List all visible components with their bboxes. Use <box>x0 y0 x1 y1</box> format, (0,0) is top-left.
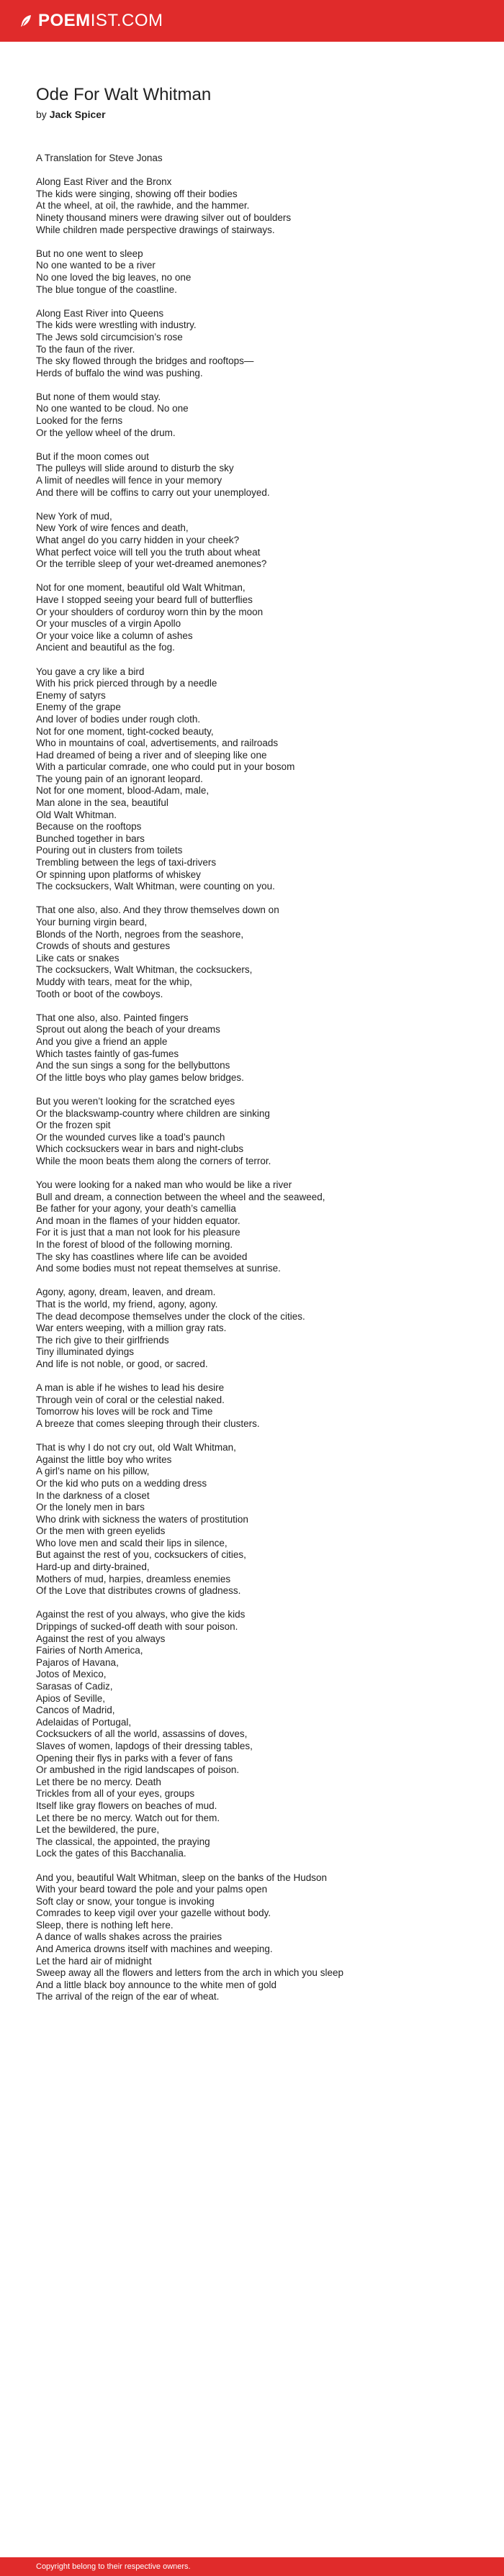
poem-line: With his prick pierced through by a needle <box>36 678 217 689</box>
poem-stanza <box>36 1012 482 1084</box>
poem-line: Let there be no mercy. Watch out for them. <box>36 1812 220 1823</box>
poem-line: Lock the gates of this Bacchanalia. <box>36 1848 186 1859</box>
poem-line: Slaves of women, lapdogs of their dressing tables, <box>36 1740 253 1751</box>
poem-line: And lover of bodies under rough cloth. <box>36 713 201 725</box>
poem-line: Against the rest of you always <box>36 1633 166 1644</box>
poem-line: Muddy with tears, meat for the whip, <box>36 976 192 987</box>
poem-line: Looked for the ferns <box>36 415 123 427</box>
poem-line: The cocksuckers, Walt Whitman, were counting on you. <box>36 881 275 892</box>
poem-line: And a little black boy announce to the white men of gold <box>36 1979 276 1990</box>
poem-line: The kids were wrestling with industry. <box>36 319 197 331</box>
poem-line: New York of mud, <box>36 510 112 522</box>
poem-line: Your burning virgin beard, <box>36 917 148 928</box>
poem-line: The kids were singing, showing off their bodies <box>36 188 238 199</box>
byline-prefix: by <box>36 109 47 120</box>
poem-line: The arrival of the reign of the ear of wheat. <box>36 1991 220 2003</box>
poem-line: Along East River and the Bronx <box>36 176 172 188</box>
poem-line: Hard-up and dirty-brained, <box>36 1561 150 1573</box>
poem-line: Be father for your agony, your death’s camellia <box>36 1203 236 1215</box>
poem-line: Tiny illuminated dyings <box>36 1346 135 1358</box>
poem-line: And you give a friend an apple <box>36 1035 168 1047</box>
poem-line: Or the frozen spit <box>36 1120 111 1131</box>
poem-line: Tooth or boot of the cowboys. <box>36 988 163 999</box>
poem-stanza <box>36 1382 482 1430</box>
poem-line: A Translation for Steve Jonas <box>36 153 163 163</box>
poem-line: The blue tongue of the coastline. <box>36 284 177 295</box>
poem-line: Not for one moment, beautiful old Walt Whitman, <box>36 582 246 594</box>
copyright-text: Copyright belong to their respective owners. <box>36 2562 191 2571</box>
poem-stanza <box>36 248 482 296</box>
poem-line: Opening their flys in parks with a fever of fans <box>36 1752 233 1764</box>
poem-line: And there will be coffins to carry out your unemployed. <box>36 486 270 498</box>
poem-line: But if the moon comes out <box>36 450 149 462</box>
poem-line: Fairies of North America, <box>36 1645 143 1656</box>
poem-line: Along East River into Queens <box>36 307 164 319</box>
poem-line: That is why I do not cry out, old Walt Whitman, <box>36 1442 236 1453</box>
poem-line: Soft clay or snow, your tongue is invoking <box>36 1895 215 1907</box>
poem-stanza <box>36 1287 482 1370</box>
poem-line: And moan in the flames of your hidden equator. <box>36 1215 240 1226</box>
poem-line: You gave a cry like a bird <box>36 666 145 677</box>
poem-line: Ancient and beautiful as the fog. <box>36 642 175 653</box>
poem-line: The rich give to their girlfriends <box>36 1334 169 1346</box>
poem-line: Crowds of shouts and gestures <box>36 940 171 952</box>
poem-stanza <box>36 1442 482 1597</box>
poem-line: Bunched together in bars <box>36 833 145 844</box>
poem-line: Against the little boy who writes <box>36 1453 172 1465</box>
poem-line: War enters weeping, with a million gray rats. <box>36 1323 227 1334</box>
poem-stanza <box>36 308 482 380</box>
poem-line: Or the men with green eyelids <box>36 1525 166 1537</box>
poem-line: Cancos of Madrid, <box>36 1705 115 1716</box>
poem-line: The Jews sold circumcision’s rose <box>36 331 183 343</box>
poem-line: To the faun of the river. <box>36 343 135 355</box>
poem-stanza <box>36 153 482 165</box>
poem-line: Enemy of the grape <box>36 702 121 713</box>
poem-stanza <box>36 904 482 1000</box>
poem-line: While the moon beats them along the corners of terror. <box>36 1155 271 1166</box>
poem-line: In the darkness of a closet <box>36 1489 150 1501</box>
site-footer <box>0 2557 504 2576</box>
poem-line: Which cocksuckers wear in bars and night-clubs <box>36 1143 244 1155</box>
poem-line: No one wanted to be a river <box>36 260 156 271</box>
poem-line: Of the little boys who play games below bridges. <box>36 1071 244 1083</box>
poem-line: No one loved the big leaves, no one <box>36 271 192 283</box>
poem-line: Mothers of mud, harpies, dreamless enemies <box>36 1573 231 1584</box>
poem-stanza <box>36 1179 482 1275</box>
poem-line: The sky has coastlines where life can be avoided <box>36 1251 248 1262</box>
poem-line: No one wanted to be cloud. No one <box>36 403 189 414</box>
poem-stanza <box>36 391 482 439</box>
poem-content <box>36 85 482 2015</box>
poem-line: But against the rest of you, cocksuckers of cities, <box>36 1549 246 1561</box>
poem-stanza <box>36 1609 482 1859</box>
poem-body <box>36 153 482 2003</box>
poem-line: Let there be no mercy. Death <box>36 1776 161 1787</box>
poem-line: Cocksuckers of all the world, assassins of doves, <box>36 1728 248 1740</box>
poem-line: And the sun sings a song for the bellybuttons <box>36 1060 230 1071</box>
poem-stanza <box>36 582 482 654</box>
poem-line: Man alone in the sea, beautiful <box>36 797 168 809</box>
poem-line: Apios of Seville, <box>36 1692 106 1704</box>
poem-line: Enemy of satyrs <box>36 689 106 701</box>
poem-stanza <box>36 1872 482 2004</box>
poem-line: Agony, agony, dream, leaven, and dream. <box>36 1287 216 1298</box>
poem-line: But you weren’t looking for the scratched eyes <box>36 1095 235 1107</box>
poem-line: Drippings of sucked-off death with sour poison. <box>36 1621 238 1633</box>
poem-line: But no one went to sleep <box>36 248 143 259</box>
poem-line: Or ambushed in the rigid landscapes of poison. <box>36 1764 240 1776</box>
poem-stanza <box>36 176 482 236</box>
poem-line: Sleep, there is nothing left here. <box>36 1919 174 1931</box>
site-header <box>0 0 504 42</box>
poem-line: Sarasas of Cadiz, <box>36 1681 113 1692</box>
poem-stanza <box>36 1096 482 1168</box>
poem-line: A dance of walls shakes across the prairies <box>36 1931 222 1943</box>
poem-line: The cocksuckers, Walt Whitman, the cocksuckers, <box>36 964 253 976</box>
poem-line: Herds of buffalo the wind was pushing. <box>36 367 203 378</box>
poem-line: Old Walt Whitman. <box>36 809 117 820</box>
poem-stanza <box>36 451 482 499</box>
poem-line: Or the yellow wheel of the drum. <box>36 427 176 438</box>
logo-text <box>38 12 163 30</box>
poem-line: At the wheel, at oil, the rawhide, and the hammer. <box>36 200 250 212</box>
poem-line: Or the lonely men in bars <box>36 1502 145 1513</box>
poem-line: Trickles from all of your eyes, groups <box>36 1788 195 1800</box>
poem-line: A limit of needles will fence in your memory <box>36 475 222 486</box>
feather-icon <box>19 14 33 28</box>
poem-line: What perfect voice will tell you the truth about wheat <box>36 546 261 558</box>
poem-line: While children made perspective drawings of stairways. <box>36 224 275 235</box>
poem-line: Ninety thousand miners were drawing silver out of boulders <box>36 212 292 223</box>
poem-stanza <box>36 511 482 571</box>
poem-stanza <box>36 666 482 893</box>
poem-line: Had dreamed of being a river and of sleeping like one <box>36 749 267 761</box>
poem-line: Like cats or snakes <box>36 952 120 963</box>
poem-line: But none of them would stay. <box>36 391 161 402</box>
poem-line: Or the terrible sleep of your wet-dreamed anemones? <box>36 558 267 570</box>
poem-line: Pajaros of Havana, <box>36 1656 119 1668</box>
poem-line: That one also, also. Painted fingers <box>36 1012 189 1023</box>
poem-line: Who in mountains of coal, advertisements, and railroads <box>36 738 279 749</box>
poem-line: Not for one moment, blood-Adam, male, <box>36 785 210 797</box>
poem-line: Not for one moment, tight-cocked beauty, <box>36 725 214 737</box>
poem-line: Or the wounded curves like a toad’s paunch <box>36 1131 225 1143</box>
poem-line: And America drowns itself with machines and weeping. <box>36 1944 273 1955</box>
poem-line: Let the bewildered, the pure, <box>36 1824 160 1836</box>
poem-line: Or spinning upon platforms of whiskey <box>36 869 201 880</box>
poem-line: Of the Love that distributes crowns of gladness. <box>36 1585 241 1597</box>
poem-line: And some bodies must not repeat themselves at sunrise. <box>36 1263 281 1274</box>
poem-line: Because on the rooftops <box>36 821 142 833</box>
poem-line: The dead decompose themselves under the clock of the cities. <box>36 1310 305 1322</box>
poem-line: The sky flowed through the bridges and rooftops— <box>36 355 254 367</box>
poem-byline <box>36 108 482 121</box>
poem-line: A breeze that comes sleeping through their clusters. <box>36 1418 260 1429</box>
poem-line: Which tastes faintly of gas-fumes <box>36 1048 179 1059</box>
poem-title: Ode For Walt Whitman <box>36 85 212 104</box>
poem-line: Comrades to keep vigil over your gazelle without body. <box>36 1908 271 1919</box>
poem-line: Who love men and scald their lips in silence, <box>36 1537 228 1548</box>
poem-line: With your beard toward the pole and your palms open <box>36 1884 268 1895</box>
poem-line: The classical, the appointed, the praying <box>36 1836 210 1847</box>
poem-line: Who drink with sickness the waters of prostitution <box>36 1513 248 1525</box>
poem-line: The pulleys will slide around to disturb the sky <box>36 463 234 474</box>
poem-line: What angel do you carry hidden in your cheek? <box>36 535 240 545</box>
poem-line: Tomorrow his loves will be rock and Time <box>36 1406 213 1418</box>
poem-line: Adelaidas of Portugal, <box>36 1716 132 1728</box>
poem-line: Blonds of the North, negroes from the seashore, <box>36 928 244 940</box>
poem-line: Have I stopped seeing your beard full of butterflies <box>36 594 253 605</box>
poem-line: With a particular comrade, one who could put in your bosom <box>36 761 295 773</box>
poem-line: Sprout out along the beach of your dreams <box>36 1024 220 1035</box>
poem-line: Or your muscles of a virgin Apollo <box>36 618 181 630</box>
poem-line: And life is not noble, or good, or sacred. <box>36 1358 208 1369</box>
poem-line: You were looking for a naked man who would be like a river <box>36 1179 292 1191</box>
poem-line: Let the hard air of midnight <box>36 1955 152 1967</box>
poem-line: Jotos of Mexico, <box>36 1669 107 1680</box>
author-link[interactable]: Jack Spicer <box>49 109 106 120</box>
logo-text-bold: POEM <box>38 11 91 30</box>
poem-line: Against the rest of you always, who give the kids <box>36 1609 246 1620</box>
poem-line: That one also, also. And they throw themselves down on <box>36 904 279 916</box>
poem-line: In the forest of blood of the following morning. <box>36 1239 233 1251</box>
poem-line: Or your shoulders of corduroy worn thin by the moon <box>36 606 264 617</box>
poem-line: And you, beautiful Walt Whitman, sleep on the banks of the Hudson <box>36 1872 327 1883</box>
poem-line: The young pain of an ignorant leopard. <box>36 773 203 784</box>
poem-line: Or the kid who puts on a wedding dress <box>36 1477 207 1489</box>
poem-line: A man is able if he wishes to lead his desire <box>36 1382 225 1394</box>
poem-line: Itself like gray flowers on beaches of mud. <box>36 1800 217 1811</box>
logo-text-light: IST.COM <box>90 11 163 30</box>
poem-line: Through vein of coral or the celestial naked. <box>36 1394 225 1405</box>
poem-line: Or the blackswamp-country where children are sinking <box>36 1107 270 1119</box>
poem-line: New York of wire fences and death, <box>36 522 189 534</box>
poem-line: A girl’s name on his pillow, <box>36 1466 150 1477</box>
site-logo[interactable] <box>19 12 163 30</box>
poem-line: Bull and dream, a connection between the wheel and the seaweed, <box>36 1191 325 1202</box>
poem-line: For it is just that a man not look for his pleasure <box>36 1227 240 1238</box>
poem-line: Or your voice like a column of ashes <box>36 630 193 641</box>
poem-line: Trembling between the legs of taxi-drivers <box>36 857 217 869</box>
poem-line: That is the world, my friend, agony, agony. <box>36 1299 218 1310</box>
poem-line: Pouring out in clusters from toilets <box>36 845 183 856</box>
poem-line: Sweep away all the flowers and letters from the arch in which you sleep <box>36 1967 343 1979</box>
